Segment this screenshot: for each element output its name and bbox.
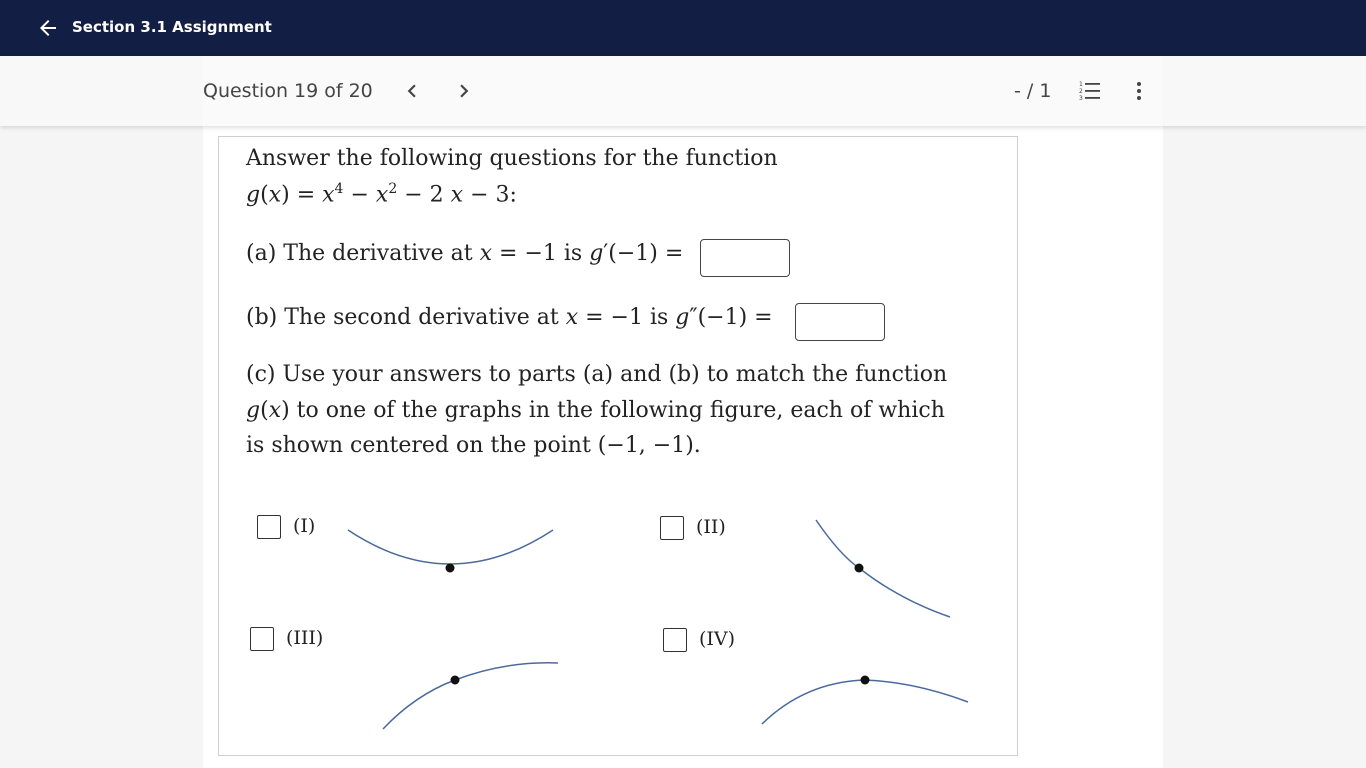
part-a-x: x — [479, 241, 493, 266]
part-a-end: ′(−1) = — [603, 241, 684, 266]
more-options-icon[interactable] — [1126, 77, 1152, 105]
graph-4-curve — [762, 680, 968, 724]
func-end: − 3: — [463, 182, 517, 208]
option-3-label: (III) — [286, 627, 324, 649]
question-toolbar — [0, 56, 1366, 126]
part-b-end: ″(−1) = — [689, 305, 773, 330]
graph-2-curve — [816, 520, 950, 617]
svg-text:1: 1 — [1079, 81, 1083, 88]
part-b-text: (b) The second derivative at — [246, 305, 566, 330]
graph-4-point — [861, 676, 870, 685]
part-c-line1: (c) Use your answers to parts (a) and (b) to match the function — [246, 362, 948, 387]
assignment-title: Section 3.1 Assignment — [72, 18, 272, 36]
part-c-g: g — [246, 398, 261, 423]
func-eq: = — [289, 182, 323, 208]
graph-1-point — [446, 564, 455, 573]
part-a-prompt — [246, 241, 683, 266]
func-tail: − 2 — [397, 182, 451, 208]
option-2-checkbox[interactable] — [660, 516, 684, 540]
part-b-g: g — [675, 305, 690, 330]
question-counter: Question 19 of 20 — [203, 80, 373, 102]
part-c-x: x — [268, 398, 282, 423]
graph-1-curve — [348, 530, 553, 564]
option-3-checkbox[interactable] — [250, 627, 274, 651]
graph-2-point — [855, 564, 864, 573]
func-x: x — [268, 182, 282, 208]
graph-option-3 — [375, 655, 565, 735]
func-g: g — [246, 182, 261, 208]
func-x1: x — [322, 182, 335, 208]
part-a-g: g — [589, 241, 604, 266]
question-intro: Answer the following questions for the function — [246, 146, 778, 171]
part-a-mid: = −1 is — [492, 241, 590, 266]
top-navigation-bar — [0, 0, 1366, 56]
func-minus: − — [343, 182, 376, 208]
function-definition: $g(x) = x^4 - x^2 - 2$ x − 3: — [246, 181, 517, 208]
part-c-line2: g(x) to one of the graphs in the following figure, each of which — [246, 398, 945, 423]
func-x2: x — [375, 182, 389, 208]
func-x3: x — [450, 182, 464, 208]
part-c-line3: is shown centered on the point (−1, −1). — [246, 433, 701, 458]
chevron-right-icon[interactable] — [451, 78, 477, 104]
graph-3-point — [451, 676, 460, 685]
graph-option-1 — [340, 520, 560, 580]
part-b-mid: = −1 is — [578, 305, 676, 330]
chevron-left-icon[interactable] — [399, 78, 425, 104]
option-4-label: (IV) — [699, 628, 736, 650]
arrow-left-icon[interactable] — [36, 16, 60, 40]
part-b-x: x — [565, 305, 579, 330]
option-1-label: (I) — [293, 515, 316, 537]
part-b-answer-input[interactable] — [795, 303, 885, 341]
part-a-answer-input[interactable] — [700, 239, 790, 277]
option-2-label: (II) — [696, 516, 726, 538]
func-exp2: 2 — [388, 181, 398, 197]
question-list-icon[interactable] — [1078, 77, 1104, 105]
svg-text:2: 2 — [1079, 88, 1083, 95]
part-b-prompt — [246, 305, 773, 330]
svg-text:3: 3 — [1079, 95, 1083, 102]
graph-3-curve — [383, 663, 558, 729]
part-a-text: (a) The derivative at — [246, 241, 480, 266]
graph-option-2 — [810, 515, 960, 625]
func-exp1: 4 — [334, 181, 344, 197]
graph-option-4 — [755, 665, 975, 730]
score-display: - / 1 — [1014, 80, 1052, 102]
option-4-checkbox[interactable] — [663, 628, 687, 652]
option-1-checkbox[interactable] — [257, 515, 281, 539]
part-c-line2-rest: ) to one of the graphs in the following figure, each of which — [281, 398, 945, 423]
